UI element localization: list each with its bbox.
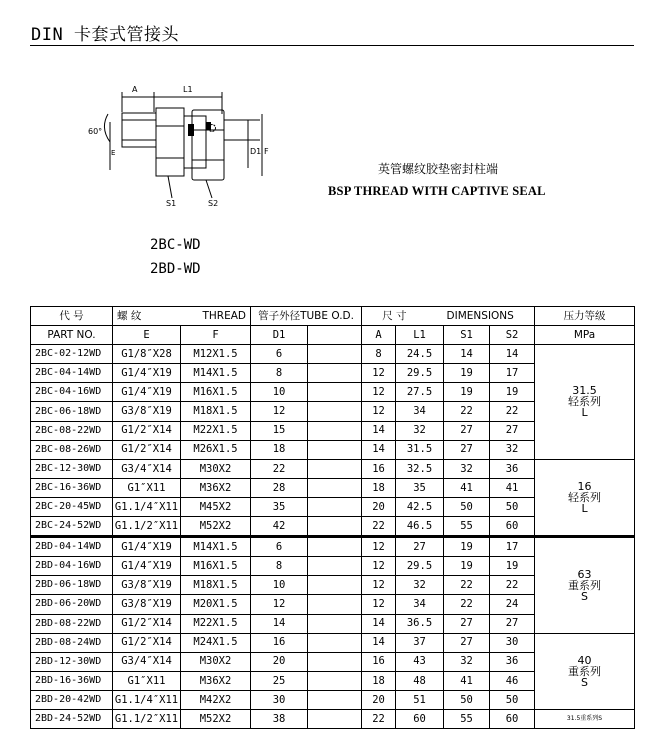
cell-s1: 55 — [444, 517, 490, 537]
header-thread: 螺 纹 THREAD — [113, 307, 251, 326]
header-code: 代 号 — [31, 307, 113, 326]
cell-s2: 27 — [490, 614, 535, 633]
title-divider — [30, 45, 634, 46]
model-code-2bd: 2BD-WD — [150, 261, 201, 277]
cell-s1: 55 — [444, 709, 490, 728]
header-l1: L1 — [396, 326, 444, 345]
cell-s1: 27 — [444, 421, 490, 440]
cell-s2: 60 — [490, 709, 535, 728]
cell-part-no: 2BC-24-52WD — [31, 517, 113, 537]
cell-thread-f: M52X2 — [181, 517, 251, 537]
cell-s1: 41 — [444, 478, 490, 497]
page-title: DIN 卡套式管接头 — [31, 25, 179, 45]
cell-s2: 30 — [490, 633, 535, 652]
cell-s2: 17 — [490, 364, 535, 383]
cell-d1: 6 — [251, 537, 308, 557]
dim-label-d1: D1 — [250, 147, 262, 156]
description-chinese: 英管螺纹胶垫密封柱端 — [378, 162, 499, 176]
cell-blank — [308, 345, 362, 364]
table-row — [31, 345, 635, 364]
cell-s1: 22 — [444, 595, 490, 614]
cell-part-no: 2BD-06-20WD — [31, 595, 113, 614]
description-english: BSP THREAD WITH CAPTIVE SEAL — [328, 184, 546, 198]
cell-l1: 43 — [396, 652, 444, 671]
cell-a: 12 — [362, 595, 396, 614]
header-blank — [308, 326, 362, 345]
cell-s1: 14 — [444, 345, 490, 364]
cell-l1: 60 — [396, 709, 444, 728]
cell-l1: 34 — [396, 595, 444, 614]
spec-table — [30, 306, 635, 729]
cell-a: 14 — [362, 633, 396, 652]
cell-part-no: 2BD-08-22WD — [31, 614, 113, 633]
cell-thread-f: M36X2 — [181, 671, 251, 690]
dim-label-a: A — [132, 85, 138, 94]
cell-thread-e: G3/4″X14 — [113, 652, 181, 671]
cell-l1: 48 — [396, 671, 444, 690]
cell-part-no: 2BC-08-26WD — [31, 440, 113, 459]
cell-a: 14 — [362, 421, 396, 440]
cell-thread-e: G1″X11 — [113, 671, 181, 690]
cell-s2: 19 — [490, 557, 535, 576]
cell-blank — [308, 614, 362, 633]
dim-label-l1: L1 — [183, 85, 193, 94]
cell-a: 12 — [362, 576, 396, 595]
cell-s2: 36 — [490, 652, 535, 671]
cell-pressure-group: 63 重系列 S — [535, 537, 635, 633]
cell-a: 16 — [362, 652, 396, 671]
cell-part-no: 2BD-16-36WD — [31, 671, 113, 690]
cell-s1: 27 — [444, 633, 490, 652]
cell-d1: 12 — [251, 402, 308, 421]
cell-s1: 19 — [444, 557, 490, 576]
cell-d1: 8 — [251, 364, 308, 383]
cell-thread-e: G3/8″X19 — [113, 576, 181, 595]
header-dimensions: 尺 寸 DIMENSIONS — [362, 307, 535, 326]
cell-thread-f: M22X1.5 — [181, 614, 251, 633]
cell-d1: 35 — [251, 497, 308, 516]
cell-part-no: 2BC-16-36WD — [31, 478, 113, 497]
cell-blank — [308, 671, 362, 690]
cell-l1: 32 — [396, 421, 444, 440]
table-row — [31, 709, 635, 728]
cell-d1: 12 — [251, 595, 308, 614]
cell-part-no: 2BD-24-52WD — [31, 709, 113, 728]
cell-l1: 37 — [396, 633, 444, 652]
cell-pressure-group: 40 重系列 S — [535, 633, 635, 709]
cell-thread-f: M16X1.5 — [181, 557, 251, 576]
cell-l1: 46.5 — [396, 517, 444, 537]
fitting-drawing — [80, 80, 280, 215]
cell-blank — [308, 576, 362, 595]
table-row — [31, 633, 635, 652]
cell-a: 20 — [362, 497, 396, 516]
cell-l1: 42.5 — [396, 497, 444, 516]
cell-d1: 20 — [251, 652, 308, 671]
cell-thread-e: G1.1/2″X11 — [113, 709, 181, 728]
cell-thread-f: M14X1.5 — [181, 364, 251, 383]
cell-thread-f: M20X1.5 — [181, 595, 251, 614]
cell-thread-e: G1/2″X14 — [113, 633, 181, 652]
header-pressure: 压力等级 — [535, 307, 635, 326]
cell-part-no: 2BD-12-30WD — [31, 652, 113, 671]
cell-d1: 15 — [251, 421, 308, 440]
cell-a: 8 — [362, 345, 396, 364]
dim-label-angle: 60° — [88, 127, 103, 136]
cell-part-no: 2BC-04-16WD — [31, 383, 113, 402]
header-part-no: PART NO. — [31, 326, 113, 345]
cell-part-no: 2BD-08-24WD — [31, 633, 113, 652]
cell-blank — [308, 383, 362, 402]
table-header-row-1 — [31, 307, 635, 326]
cell-s1: 19 — [444, 383, 490, 402]
cell-d1: 42 — [251, 517, 308, 537]
cell-a: 12 — [362, 537, 396, 557]
cell-s2: 50 — [490, 497, 535, 516]
cell-thread-e: G1/2″X14 — [113, 421, 181, 440]
cell-thread-f: M45X2 — [181, 497, 251, 516]
cell-part-no: 2BC-08-22WD — [31, 421, 113, 440]
cell-s1: 19 — [444, 537, 490, 557]
cell-l1: 29.5 — [396, 364, 444, 383]
dim-label-s1: S1 — [166, 199, 177, 208]
cell-s2: 24 — [490, 595, 535, 614]
cell-l1: 34 — [396, 402, 444, 421]
cell-d1: 28 — [251, 478, 308, 497]
model-code-2bc: 2BC-WD — [150, 237, 201, 253]
cell-a: 12 — [362, 402, 396, 421]
cell-s2: 14 — [490, 345, 535, 364]
cell-blank — [308, 478, 362, 497]
cell-a: 22 — [362, 517, 396, 537]
cell-s2: 36 — [490, 459, 535, 478]
cell-s1: 41 — [444, 671, 490, 690]
cell-blank — [308, 595, 362, 614]
cell-thread-f: M30X2 — [181, 459, 251, 478]
cell-thread-e: G1/4″X19 — [113, 383, 181, 402]
cell-thread-f: M30X2 — [181, 652, 251, 671]
cell-blank — [308, 517, 362, 537]
table-header-row-2 — [31, 326, 635, 345]
cell-blank — [308, 364, 362, 383]
cell-s2: 50 — [490, 690, 535, 709]
cell-blank — [308, 633, 362, 652]
cell-part-no: 2BC-06-18WD — [31, 402, 113, 421]
dim-label-e: E — [111, 149, 116, 157]
cell-s2: 27 — [490, 421, 535, 440]
cell-thread-f: M42X2 — [181, 690, 251, 709]
cell-s1: 19 — [444, 364, 490, 383]
header-s2: S2 — [490, 326, 535, 345]
cell-l1: 36.5 — [396, 614, 444, 633]
cell-part-no: 2BC-12-30WD — [31, 459, 113, 478]
header-a: A — [362, 326, 396, 345]
cell-s2: 60 — [490, 517, 535, 537]
cell-s2: 19 — [490, 383, 535, 402]
cell-pressure-group: 16 轻系列 L — [535, 459, 635, 536]
cell-d1: 8 — [251, 557, 308, 576]
cell-thread-e: G1/4″X19 — [113, 364, 181, 383]
cell-thread-f: M18X1.5 — [181, 402, 251, 421]
cell-a: 12 — [362, 557, 396, 576]
cell-part-no: 2BC-20-45WD — [31, 497, 113, 516]
cell-s1: 27 — [444, 614, 490, 633]
cell-l1: 27 — [396, 537, 444, 557]
cell-s2: 22 — [490, 402, 535, 421]
header-e: E — [113, 326, 181, 345]
cell-thread-e: G1″X11 — [113, 478, 181, 497]
header-s1: S1 — [444, 326, 490, 345]
cell-s2: 22 — [490, 576, 535, 595]
cell-thread-e: G1/4″X19 — [113, 537, 181, 557]
cell-s1: 50 — [444, 690, 490, 709]
cell-s2: 41 — [490, 478, 535, 497]
cell-l1: 24.5 — [396, 345, 444, 364]
cell-thread-f: M24X1.5 — [181, 633, 251, 652]
cell-part-no: 2BD-20-42WD — [31, 690, 113, 709]
cell-part-no: 2BD-06-18WD — [31, 576, 113, 595]
cell-blank — [308, 440, 362, 459]
dim-label-f: F — [264, 147, 269, 156]
cell-a: 16 — [362, 459, 396, 478]
header-f: F — [181, 326, 251, 345]
cell-pressure-group: 31.5 轻系列 L — [535, 345, 635, 460]
cell-d1: 18 — [251, 440, 308, 459]
cell-part-no: 2BC-04-14WD — [31, 364, 113, 383]
cell-s1: 32 — [444, 652, 490, 671]
cell-blank — [308, 421, 362, 440]
cell-s2: 46 — [490, 671, 535, 690]
cell-pressure-group: 31.5重系列S — [535, 709, 635, 728]
header-mpa: MPa — [535, 326, 635, 345]
cell-l1: 35 — [396, 478, 444, 497]
cell-a: 18 — [362, 671, 396, 690]
cell-thread-e: G3/8″X19 — [113, 595, 181, 614]
cell-blank — [308, 402, 362, 421]
cell-l1: 27.5 — [396, 383, 444, 402]
cell-d1: 14 — [251, 614, 308, 633]
cell-blank — [308, 652, 362, 671]
cell-l1: 51 — [396, 690, 444, 709]
cell-d1: 16 — [251, 633, 308, 652]
cell-part-no: 2BD-04-14WD — [31, 537, 113, 557]
cell-a: 14 — [362, 614, 396, 633]
cell-blank — [308, 497, 362, 516]
cell-thread-e: G1.1/4″X11 — [113, 690, 181, 709]
cell-thread-e: G1.1/2″X11 — [113, 517, 181, 537]
cell-thread-e: G1/2″X14 — [113, 614, 181, 633]
cell-a: 14 — [362, 440, 396, 459]
cell-thread-f: M16X1.5 — [181, 383, 251, 402]
cell-s2: 17 — [490, 537, 535, 557]
cell-d1: 6 — [251, 345, 308, 364]
cell-d1: 10 — [251, 576, 308, 595]
cell-part-no: 2BC-02-12WD — [31, 345, 113, 364]
cell-s1: 22 — [444, 576, 490, 595]
cell-thread-f: M36X2 — [181, 478, 251, 497]
cell-a: 12 — [362, 383, 396, 402]
cell-s1: 50 — [444, 497, 490, 516]
table-row — [31, 537, 635, 557]
cell-d1: 10 — [251, 383, 308, 402]
cell-blank — [308, 709, 362, 728]
cell-d1: 30 — [251, 690, 308, 709]
cell-thread-f: M26X1.5 — [181, 440, 251, 459]
cell-a: 20 — [362, 690, 396, 709]
cell-blank — [308, 690, 362, 709]
cell-d1: 22 — [251, 459, 308, 478]
cell-s1: 22 — [444, 402, 490, 421]
cell-l1: 29.5 — [396, 557, 444, 576]
cell-a: 12 — [362, 364, 396, 383]
cell-thread-e: G3/4″X14 — [113, 459, 181, 478]
cell-blank — [308, 459, 362, 478]
cell-l1: 32.5 — [396, 459, 444, 478]
cell-l1: 31.5 — [396, 440, 444, 459]
cell-a: 22 — [362, 709, 396, 728]
cell-d1: 38 — [251, 709, 308, 728]
header-tube-od: 管子外径TUBE O.D. — [251, 307, 362, 326]
cell-thread-f: M18X1.5 — [181, 576, 251, 595]
cell-thread-f: M14X1.5 — [181, 537, 251, 557]
cell-thread-e: G1/2″X14 — [113, 440, 181, 459]
table-row — [31, 459, 635, 478]
cell-thread-f: M52X2 — [181, 709, 251, 728]
cell-thread-e: G3/8″X19 — [113, 402, 181, 421]
cell-thread-e: G1/8″X28 — [113, 345, 181, 364]
cell-thread-f: M22X1.5 — [181, 421, 251, 440]
cell-s1: 32 — [444, 459, 490, 478]
cell-thread-f: M12X1.5 — [181, 345, 251, 364]
cell-a: 18 — [362, 478, 396, 497]
cell-thread-e: G1/4″X19 — [113, 557, 181, 576]
cell-d1: 25 — [251, 671, 308, 690]
cell-blank — [308, 537, 362, 557]
cell-l1: 32 — [396, 576, 444, 595]
cell-thread-e: G1.1/4″X11 — [113, 497, 181, 516]
cell-s1: 27 — [444, 440, 490, 459]
cell-blank — [308, 557, 362, 576]
cell-s2: 32 — [490, 440, 535, 459]
dim-label-s2: S2 — [208, 199, 219, 208]
header-d1: D1 — [251, 326, 308, 345]
cell-part-no: 2BD-04-16WD — [31, 557, 113, 576]
